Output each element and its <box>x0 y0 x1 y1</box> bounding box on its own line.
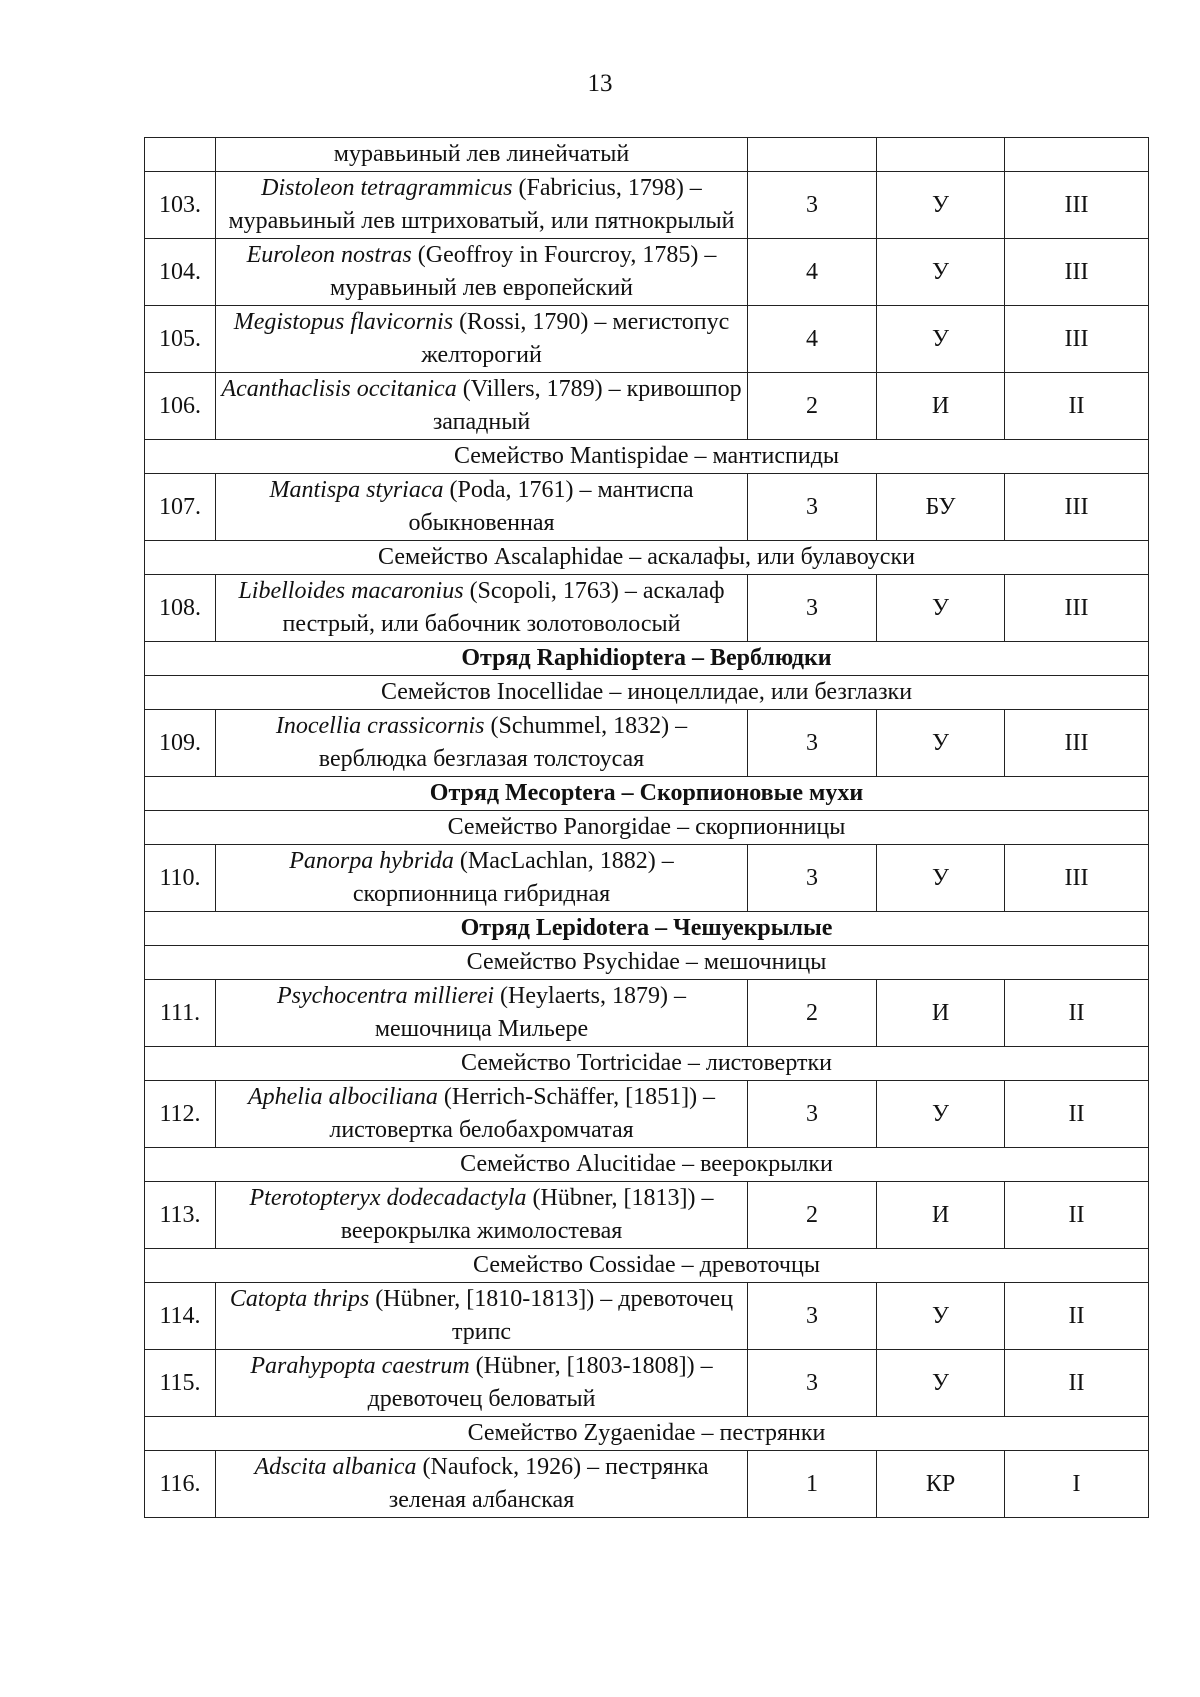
category-cell: 3 <box>748 710 877 777</box>
order-title: Отряд Lepidotera – Чешуекрылые <box>145 912 1149 946</box>
common-name: муравьиный лев линейчатый <box>333 141 630 167</box>
status-cell: У <box>877 845 1005 912</box>
table-row <box>145 1283 1149 1350</box>
group-cell: II <box>1005 1081 1149 1148</box>
family-title: Семейство Psychidae – мешочницы <box>145 946 1149 980</box>
family-title: Семейство Panorgidae – скорпионницы <box>145 811 1149 845</box>
latin-name: Parahypopta caestrum <box>250 1353 470 1379</box>
species-name-cell <box>216 1182 748 1249</box>
species-number-cell: 111. <box>145 980 216 1047</box>
species-name-cell <box>216 1350 748 1417</box>
species-name-cell <box>216 1283 748 1350</box>
status-cell: И <box>877 1182 1005 1249</box>
group-cell: III <box>1005 575 1149 642</box>
table-row <box>145 575 1149 642</box>
table-row <box>145 239 1149 306</box>
family-title: Семейство Mantispidae – мантиспиды <box>145 440 1149 474</box>
status-cell: И <box>877 980 1005 1047</box>
species-number-cell: 112. <box>145 1081 216 1148</box>
latin-name: Libelloides macaronius <box>238 578 464 604</box>
common-name: (Scopoli, 1763) – аскалаф пестрый, или бабочник золотоволосый <box>282 578 725 637</box>
order-row <box>145 642 1149 676</box>
common-name: (Hübner, [1813]) – веерокрылка жимолостевая <box>340 1185 714 1244</box>
latin-name: Catopta thrips <box>229 1286 370 1312</box>
table-row <box>145 845 1149 912</box>
common-name: (Geoffroy in Fourcroy, 1785) – муравьиный лев европейский <box>329 242 717 301</box>
species-name-cell <box>216 1081 748 1148</box>
status-cell: У <box>877 306 1005 373</box>
category-cell: 4 <box>748 306 877 373</box>
table-row <box>145 1182 1149 1249</box>
status-cell: У <box>877 1283 1005 1350</box>
species-name-cell <box>216 474 748 541</box>
family-row <box>145 811 1149 845</box>
family-row <box>145 1249 1149 1283</box>
family-title: Семейство Alucitidae – веерокрылки <box>145 1148 1149 1182</box>
status-cell: У <box>877 710 1005 777</box>
species-number-cell: 103. <box>145 172 216 239</box>
family-row <box>145 1047 1149 1081</box>
category-cell: 3 <box>748 575 877 642</box>
group-cell <box>1005 138 1149 172</box>
species-number-cell <box>145 138 216 172</box>
latin-name: Euroleon nostras <box>246 242 412 268</box>
common-name: (Hübner, [1803-1808]) – древоточец беловатый <box>367 1353 713 1412</box>
species-number-cell: 106. <box>145 373 216 440</box>
status-cell: У <box>877 239 1005 306</box>
group-cell: III <box>1005 172 1149 239</box>
table-row <box>145 710 1149 777</box>
species-number-cell: 115. <box>145 1350 216 1417</box>
latin-name: Acanthaclisis occitanica <box>221 376 457 402</box>
category-cell: 1 <box>748 1451 877 1518</box>
category-cell: 2 <box>748 1182 877 1249</box>
species-number-cell: 114. <box>145 1283 216 1350</box>
family-row <box>145 946 1149 980</box>
status-cell: КР <box>877 1451 1005 1518</box>
species-table <box>144 137 1149 1518</box>
table-row <box>145 1350 1149 1417</box>
latin-name: Inocellia crassicornis <box>275 713 485 739</box>
table-row <box>145 980 1149 1047</box>
group-cell: III <box>1005 710 1149 777</box>
family-title: Семейство Zygaenidae – пестрянки <box>145 1417 1149 1451</box>
order-title: Отряд Raphidioptera – Верблюдки <box>145 642 1149 676</box>
category-cell: 3 <box>748 1283 877 1350</box>
status-cell: У <box>877 575 1005 642</box>
common-name: (Fabricius, 1798) – муравьиный лев штриховатый, или пятнокрылый <box>228 175 735 234</box>
species-number-cell: 116. <box>145 1451 216 1518</box>
species-name-cell <box>216 1451 748 1518</box>
group-cell: III <box>1005 474 1149 541</box>
group-cell: II <box>1005 980 1149 1047</box>
species-name-cell <box>216 138 748 172</box>
family-row <box>145 1417 1149 1451</box>
species-name-cell <box>216 172 748 239</box>
latin-name: Megistopus flavicornis <box>233 309 454 335</box>
latin-name: Distoleon tetragrammicus <box>261 175 513 201</box>
category-cell: 3 <box>748 474 877 541</box>
common-name: (Schummel, 1832) – верблюдка безглазая толстоусая <box>318 713 688 772</box>
common-name: (Poda, 1761) – мантиспа обыкновенная <box>408 477 694 536</box>
common-name: (Naufock, 1926) – пестрянка зеленая албанская <box>388 1454 709 1513</box>
family-title: Семейстов Inocellidae – иноцеллидае, или безглазки <box>145 676 1149 710</box>
common-name: (Hübner, [1810-1813]) – древоточец трипс <box>369 1286 734 1345</box>
species-name-cell <box>216 845 748 912</box>
status-cell: БУ <box>877 474 1005 541</box>
latin-name: Pterotopteryx dodecadactyla <box>249 1185 527 1211</box>
family-title: Семейство Tortricidae – листовертки <box>145 1047 1149 1081</box>
common-name: (Herrich-Schäffer, [1851]) – листовертка белобахромчатая <box>329 1084 716 1143</box>
table-row <box>145 1081 1149 1148</box>
group-cell: II <box>1005 1350 1149 1417</box>
species-name-cell <box>216 239 748 306</box>
species-number-cell: 105. <box>145 306 216 373</box>
table-row <box>145 373 1149 440</box>
order-row <box>145 912 1149 946</box>
common-name: (Villers, 1789) – кривошпор западный <box>432 376 742 435</box>
status-cell: И <box>877 373 1005 440</box>
table-row <box>145 172 1149 239</box>
species-name-cell <box>216 306 748 373</box>
latin-name: Panorpa hybrida <box>289 848 454 874</box>
latin-name: Adscita albanica <box>254 1454 417 1480</box>
family-row <box>145 440 1149 474</box>
category-cell: 4 <box>748 239 877 306</box>
order-row <box>145 777 1149 811</box>
latin-name: Mantispa styriaca <box>269 477 444 503</box>
group-cell: III <box>1005 845 1149 912</box>
species-table-body <box>145 138 1149 1518</box>
species-number-cell: 104. <box>145 239 216 306</box>
page-number: 13 <box>587 70 613 97</box>
category-cell: 3 <box>748 1081 877 1148</box>
latin-name: Psychocentra millierei <box>277 983 495 1009</box>
table-row <box>145 138 1149 172</box>
table-row <box>145 474 1149 541</box>
status-cell <box>877 138 1005 172</box>
group-cell: III <box>1005 239 1149 306</box>
table-row <box>145 306 1149 373</box>
family-title: Семейство Ascalaphidae – аскалафы, или булавоуски <box>145 541 1149 575</box>
table-row <box>145 1451 1149 1518</box>
common-name: (Heylaerts, 1879) – мешочница Мильере <box>374 983 686 1042</box>
common-name: (MacLachlan, 1882) – скорпионница гибридная <box>352 848 674 907</box>
common-name: (Rossi, 1790) – мегистопус желторогий <box>421 309 730 368</box>
category-cell: 2 <box>748 373 877 440</box>
group-cell: II <box>1005 373 1149 440</box>
category-cell: 3 <box>748 845 877 912</box>
group-cell: I <box>1005 1451 1149 1518</box>
category-cell: 3 <box>748 172 877 239</box>
species-number-cell: 110. <box>145 845 216 912</box>
category-cell: 2 <box>748 980 877 1047</box>
species-name-cell <box>216 710 748 777</box>
species-number-cell: 108. <box>145 575 216 642</box>
species-name-cell <box>216 980 748 1047</box>
family-row <box>145 1148 1149 1182</box>
status-cell: У <box>877 1350 1005 1417</box>
family-title: Семейство Cossidae – древоточцы <box>145 1249 1149 1283</box>
status-cell: У <box>877 172 1005 239</box>
group-cell: II <box>1005 1182 1149 1249</box>
species-name-cell <box>216 373 748 440</box>
order-title: Отряд Mecoptera – Скорпионовые мухи <box>145 777 1149 811</box>
status-cell: У <box>877 1081 1005 1148</box>
category-cell: 3 <box>748 1350 877 1417</box>
latin-name: Aphelia albociliana <box>247 1084 438 1110</box>
group-cell: III <box>1005 306 1149 373</box>
species-number-cell: 113. <box>145 1182 216 1249</box>
species-name-cell <box>216 575 748 642</box>
group-cell: II <box>1005 1283 1149 1350</box>
family-row <box>145 541 1149 575</box>
category-cell <box>748 138 877 172</box>
species-number-cell: 107. <box>145 474 216 541</box>
species-number-cell: 109. <box>145 710 216 777</box>
family-row <box>145 676 1149 710</box>
